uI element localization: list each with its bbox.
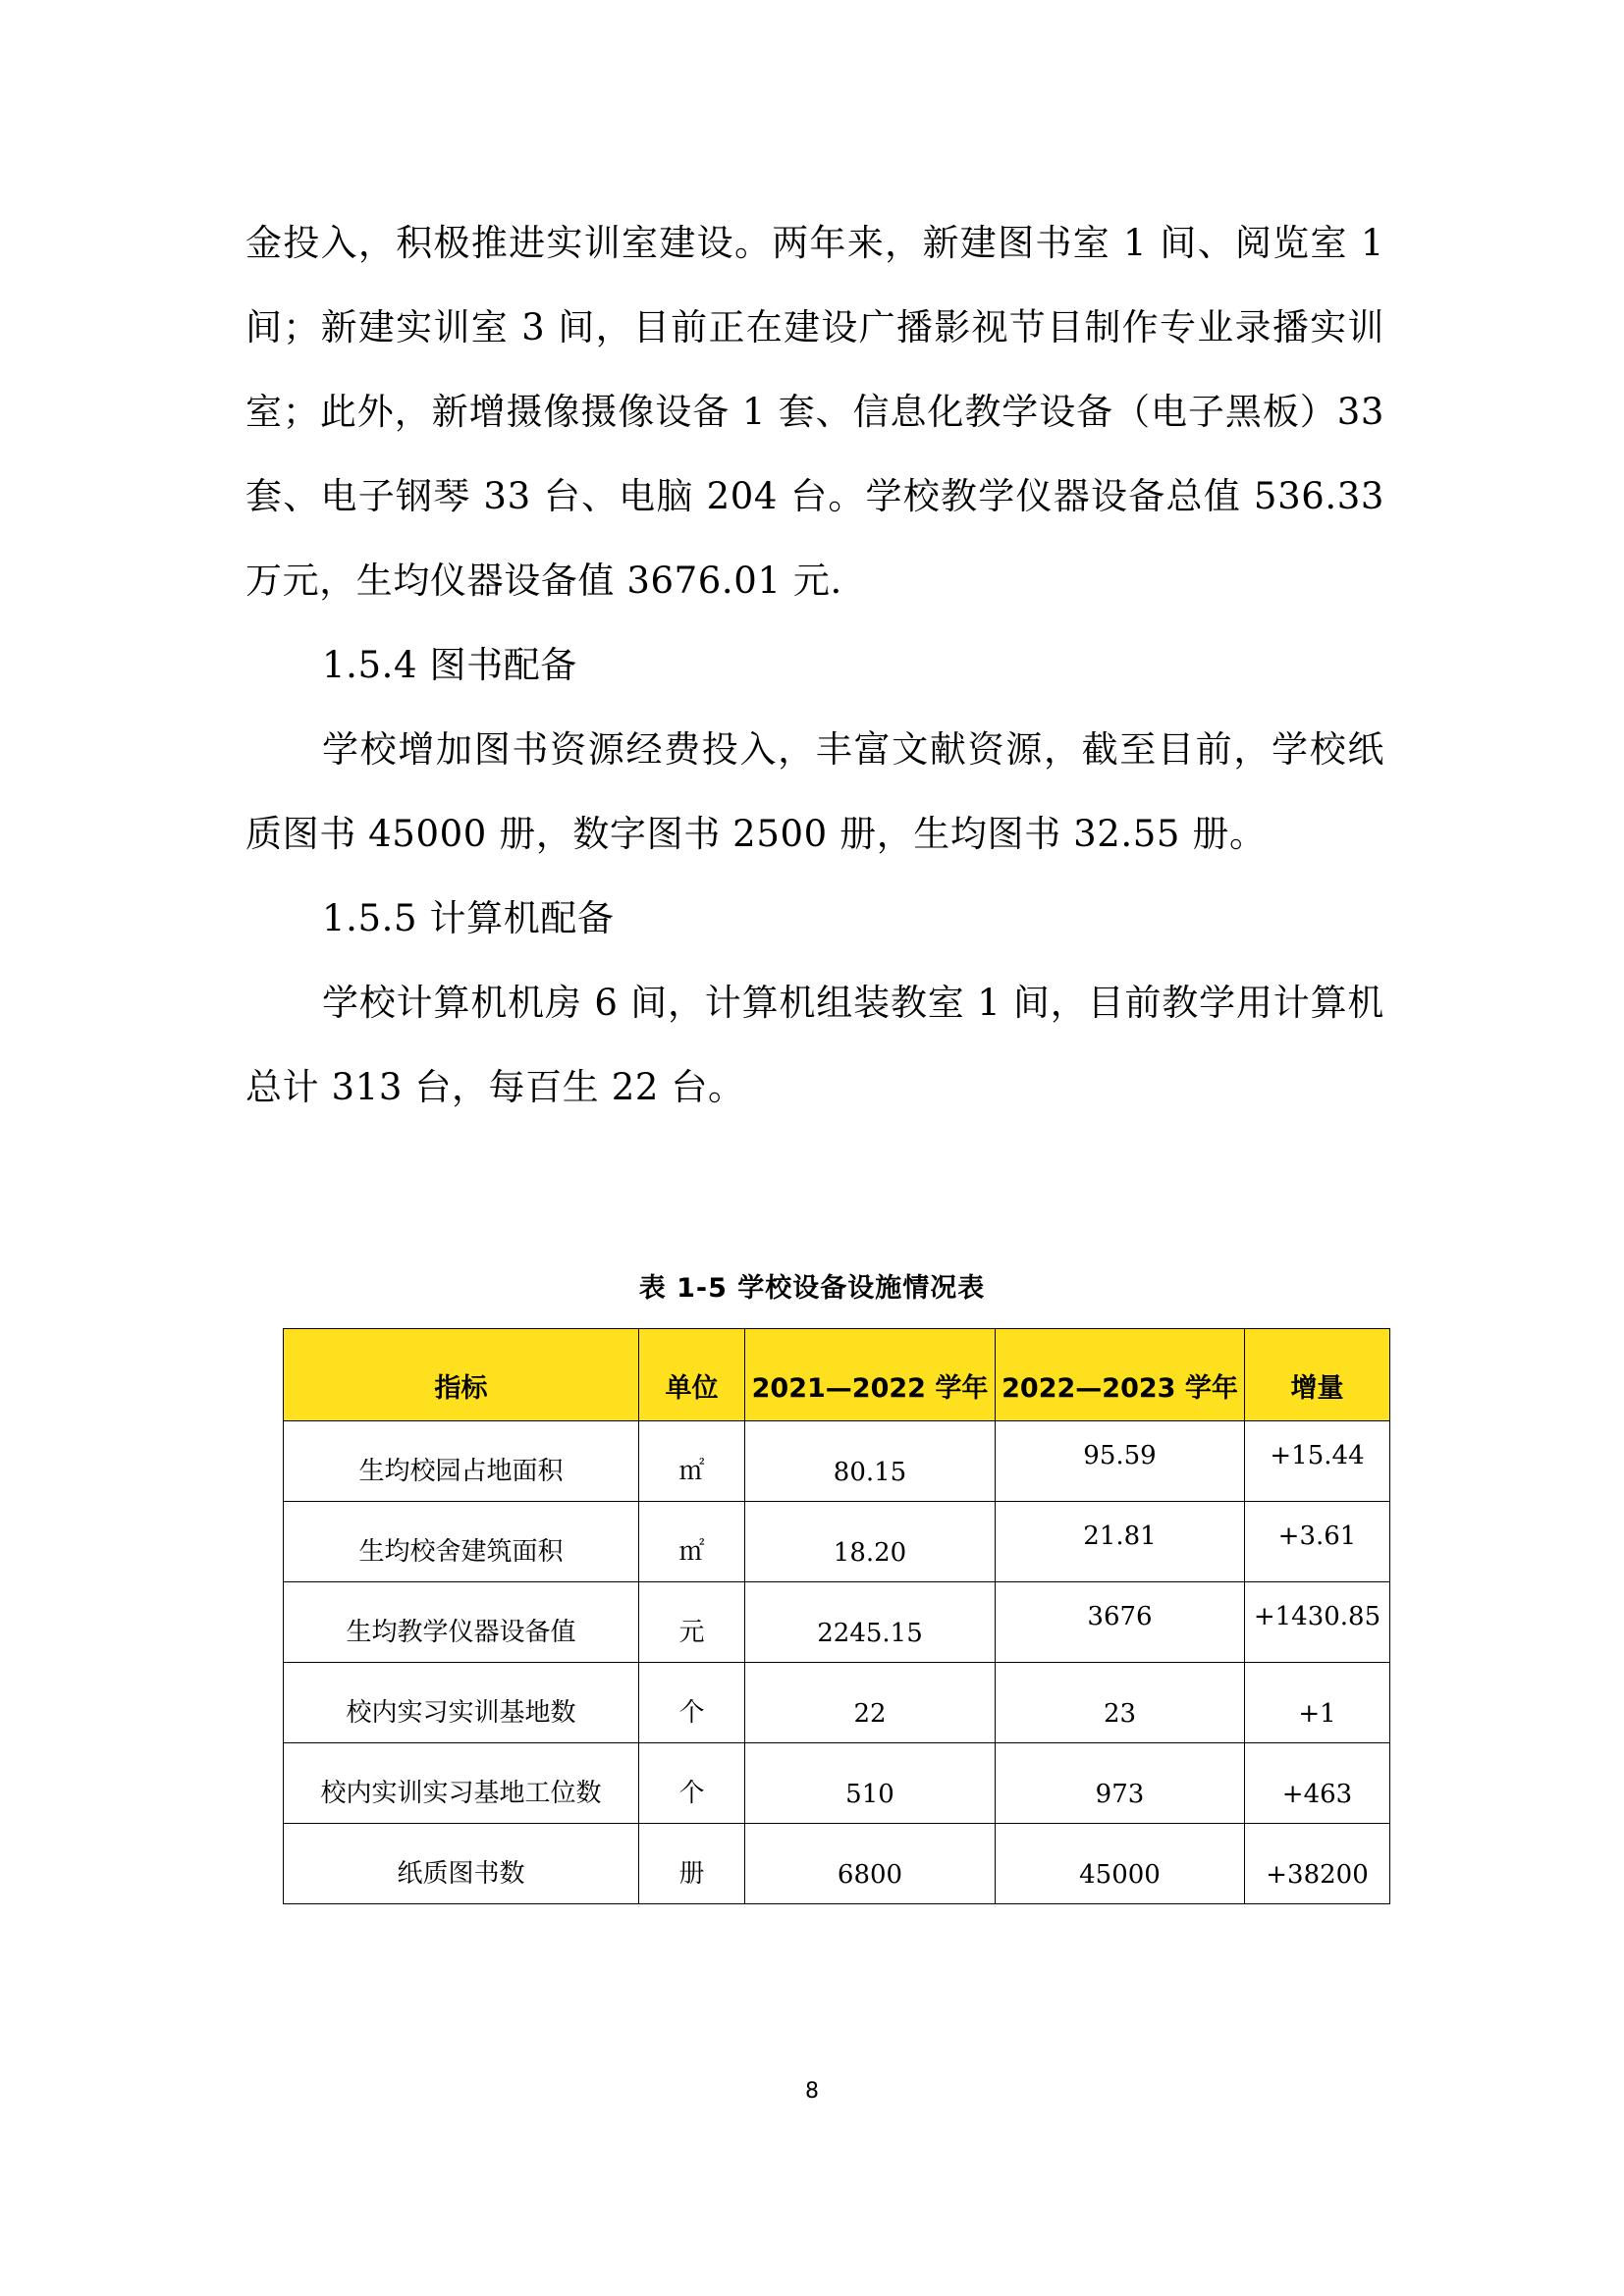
cell-unit: 册	[639, 1824, 745, 1904]
table-caption: 表 1-5 学校设备设施情况表	[638, 1273, 986, 1304]
cell-increment: +3.61	[1245, 1502, 1390, 1582]
cell-value-2021: 510	[745, 1743, 996, 1824]
cell-indicator: 生均校舍建筑面积	[284, 1502, 639, 1582]
cell-indicator: 校内实习实训基地数	[284, 1663, 639, 1743]
section-heading-books: 1.5.4 图书配备	[322, 644, 577, 686]
cell-indicator: 生均校园占地面积	[284, 1421, 639, 1502]
cell-value-2022: 45000	[996, 1824, 1245, 1904]
cell-increment: +1430.85	[1245, 1582, 1390, 1663]
table-row	[284, 1743, 1390, 1824]
cell-indicator: 生均教学仪器设备值	[284, 1582, 639, 1663]
cell-value-2022: 23	[996, 1663, 1245, 1743]
table-row	[284, 1421, 1390, 1502]
header-year-2022-2023: 2022—2023 学年	[996, 1329, 1245, 1421]
cell-unit: ㎡	[639, 1502, 745, 1582]
cell-value-2021: 18.20	[745, 1502, 996, 1582]
cell-value-2022: 973	[996, 1743, 1245, 1824]
body-text	[245, 201, 1384, 1130]
cell-value-2021: 22	[745, 1663, 996, 1743]
header-year-2021-2022: 2021—2022 学年	[745, 1329, 996, 1421]
cell-value-2022: 21.81	[996, 1502, 1245, 1582]
section-heading-computers: 1.5.5 计算机配备	[322, 897, 615, 939]
table-row	[284, 1663, 1390, 1743]
cell-value-2021: 2245.15	[745, 1582, 996, 1663]
cell-indicator: 纸质图书数	[284, 1824, 639, 1904]
cell-unit: ㎡	[639, 1421, 745, 1502]
header-unit: 单位	[639, 1329, 745, 1421]
facilities-table	[283, 1328, 1390, 1904]
paragraph-books: 学校增加图书资源经费投入，丰富文献资源，截至目前，学校纸质图书 45000 册，数字图书 2500 册，生均图书 32.55 册。	[245, 728, 1384, 855]
paragraph-lab-construction: 金投入，积极推进实训室建设。两年来，新建图书室 1 间、阅览室 1 间；新建实训室 3 间，目前正在建设广播影视节目制作专业录播实训室；此外，新增摄像摄像设备 1 套、信息化教学设备（电子黑板）33 套、电子钢琴 33 台、电脑 204 台。学校教学仪器设备总值 536.33 万元，生均仪器设备值 3676.01 元.	[245, 222, 1384, 602]
header-increment: 增量	[1245, 1329, 1390, 1421]
table-header-row	[284, 1329, 1390, 1421]
cell-unit: 元	[639, 1582, 745, 1663]
cell-increment: +463	[1245, 1743, 1390, 1824]
page-number: 8	[805, 2079, 819, 2104]
cell-indicator: 校内实训实习基地工位数	[284, 1743, 639, 1824]
table-row	[284, 1502, 1390, 1582]
header-indicator: 指标	[284, 1329, 639, 1421]
cell-value-2021: 6800	[745, 1824, 996, 1904]
cell-value-2022: 95.59	[996, 1421, 1245, 1502]
paragraph-computers: 学校计算机机房 6 间，计算机组装教室 1 间，目前教学用计算机总计 313 台，每百生 22 台。	[245, 982, 1384, 1108]
cell-value-2021: 80.15	[745, 1421, 996, 1502]
cell-increment: +38200	[1245, 1824, 1390, 1904]
table-row	[284, 1824, 1390, 1904]
cell-unit: 个	[639, 1663, 745, 1743]
cell-value-2022: 3676	[996, 1582, 1245, 1663]
table-row	[284, 1582, 1390, 1663]
cell-increment: +1	[1245, 1663, 1390, 1743]
cell-unit: 个	[639, 1743, 745, 1824]
cell-increment: +15.44	[1245, 1421, 1390, 1502]
